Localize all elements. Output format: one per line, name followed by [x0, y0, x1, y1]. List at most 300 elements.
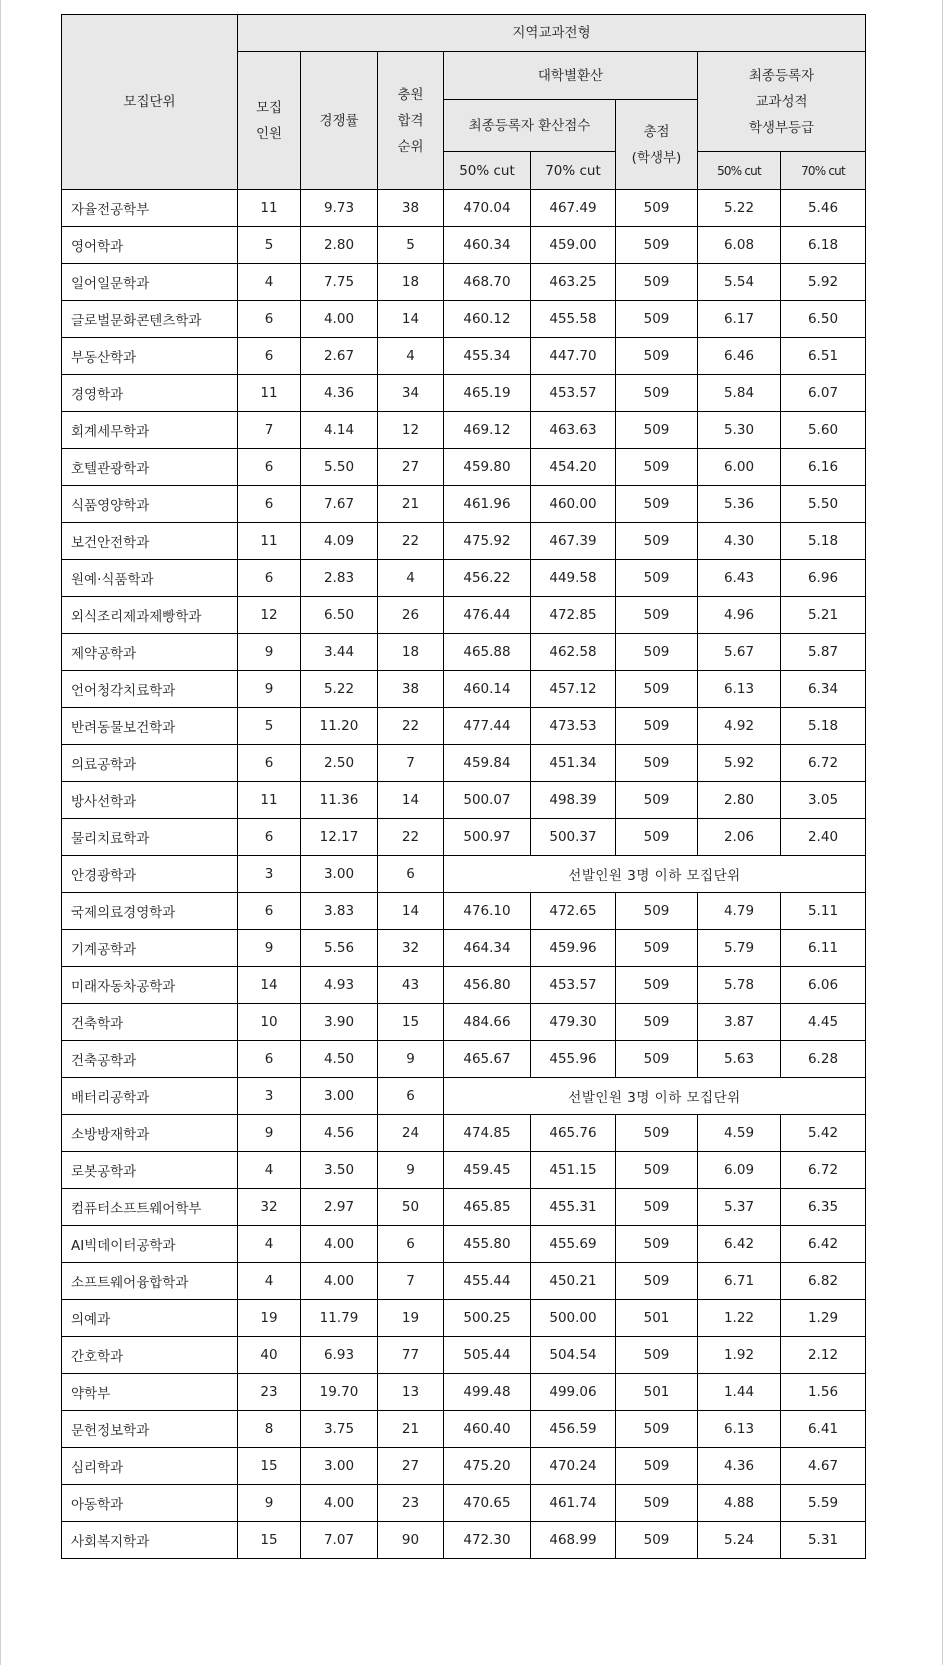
score-70-cell: 450.21 [531, 1263, 616, 1300]
grade-50-cell: 6.13 [698, 1411, 781, 1448]
quota-cell: 6 [238, 338, 301, 375]
header-unit: 모집단위 [62, 15, 238, 190]
rank-cell: 4 [378, 560, 444, 597]
table-row [62, 1041, 866, 1078]
unit-name: 원예·식품학과 [62, 560, 238, 597]
ratio-cell: 6.50 [301, 597, 378, 634]
table-row [62, 1189, 866, 1226]
rank-cell: 19 [378, 1300, 444, 1337]
total-cell: 509 [616, 1115, 698, 1152]
rank-cell: 9 [378, 1152, 444, 1189]
table-row [62, 634, 866, 671]
quota-cell: 40 [238, 1337, 301, 1374]
score-70-cell: 467.49 [531, 190, 616, 227]
grade-70-cell: 5.50 [781, 486, 866, 523]
unit-name: 미래자동차공학과 [62, 967, 238, 1004]
unit-name: 부동산학과 [62, 338, 238, 375]
grade-70-cell: 5.87 [781, 634, 866, 671]
total-cell: 509 [616, 708, 698, 745]
score-70-cell: 449.58 [531, 560, 616, 597]
grade-70-cell: 5.92 [781, 264, 866, 301]
table-row [62, 782, 866, 819]
header-cut70: 70% cut [531, 152, 616, 190]
ratio-cell: 4.50 [301, 1041, 378, 1078]
grade-70-cell: 4.67 [781, 1448, 866, 1485]
total-cell: 509 [616, 930, 698, 967]
total-cell: 509 [616, 486, 698, 523]
grade-50-cell: 5.92 [698, 745, 781, 782]
grade-70-cell: 5.60 [781, 412, 866, 449]
table-row [62, 708, 866, 745]
unit-name: 아동학과 [62, 1485, 238, 1522]
score-70-cell: 498.39 [531, 782, 616, 819]
grade-70-cell: 2.12 [781, 1337, 866, 1374]
score-50-cell: 465.67 [444, 1041, 531, 1078]
total-cell: 509 [616, 1411, 698, 1448]
ratio-cell: 6.93 [301, 1337, 378, 1374]
unit-name: 소방방재학과 [62, 1115, 238, 1152]
unit-name: 로봇공학과 [62, 1152, 238, 1189]
table-row [62, 856, 866, 893]
score-70-cell: 463.63 [531, 412, 616, 449]
total-cell: 509 [616, 1226, 698, 1263]
table-row [62, 1263, 866, 1300]
grade-50-cell: 4.30 [698, 523, 781, 560]
ratio-cell: 7.75 [301, 264, 378, 301]
ratio-cell: 4.14 [301, 412, 378, 449]
quota-cell: 19 [238, 1300, 301, 1337]
rank-cell: 14 [378, 893, 444, 930]
score-50-cell: 461.96 [444, 486, 531, 523]
table-row [62, 338, 866, 375]
rank-cell: 24 [378, 1115, 444, 1152]
rank-cell: 6 [378, 1226, 444, 1263]
score-50-cell: 460.40 [444, 1411, 531, 1448]
total-cell: 509 [616, 338, 698, 375]
score-50-cell: 475.20 [444, 1448, 531, 1485]
table-row [62, 671, 866, 708]
total-cell: 509 [616, 1337, 698, 1374]
grade-50-cell: 5.37 [698, 1189, 781, 1226]
grade-50-cell: 6.00 [698, 449, 781, 486]
grade-50-cell: 5.79 [698, 930, 781, 967]
unit-name: 일어일문학과 [62, 264, 238, 301]
total-cell: 509 [616, 560, 698, 597]
rank-cell: 5 [378, 227, 444, 264]
quota-cell: 5 [238, 708, 301, 745]
rank-cell: 90 [378, 1522, 444, 1559]
table-row [62, 597, 866, 634]
table-row [62, 523, 866, 560]
unit-name: 의료공학과 [62, 745, 238, 782]
rank-cell: 27 [378, 449, 444, 486]
score-50-cell: 499.48 [444, 1374, 531, 1411]
table-row [62, 967, 866, 1004]
grade-70-cell: 2.40 [781, 819, 866, 856]
score-70-cell: 455.58 [531, 301, 616, 338]
table-row [62, 893, 866, 930]
rank-cell: 6 [378, 856, 444, 893]
unit-name: 사회복지학과 [62, 1522, 238, 1559]
ratio-cell: 9.73 [301, 190, 378, 227]
score-70-cell: 470.24 [531, 1448, 616, 1485]
grade-70-cell: 6.96 [781, 560, 866, 597]
table-row [62, 1115, 866, 1152]
unit-name: 언어청각치료학과 [62, 671, 238, 708]
grade-50-cell: 5.36 [698, 486, 781, 523]
grade-50-cell: 6.71 [698, 1263, 781, 1300]
score-50-cell: 470.65 [444, 1485, 531, 1522]
table-row [62, 449, 866, 486]
quota-cell: 6 [238, 301, 301, 338]
grade-50-cell: 5.30 [698, 412, 781, 449]
quota-cell: 5 [238, 227, 301, 264]
rank-cell: 21 [378, 1411, 444, 1448]
grade-70-cell: 5.31 [781, 1522, 866, 1559]
rank-cell: 77 [378, 1337, 444, 1374]
grade-70-cell: 6.41 [781, 1411, 866, 1448]
score-50-cell: 500.25 [444, 1300, 531, 1337]
grade-70-cell: 1.29 [781, 1300, 866, 1337]
total-cell: 509 [616, 819, 698, 856]
score-70-cell: 455.96 [531, 1041, 616, 1078]
rank-cell: 14 [378, 782, 444, 819]
quota-cell: 3 [238, 856, 301, 893]
ratio-cell: 5.56 [301, 930, 378, 967]
score-50-cell: 476.10 [444, 893, 531, 930]
ratio-cell: 2.67 [301, 338, 378, 375]
table-row [62, 560, 866, 597]
table-row [62, 1004, 866, 1041]
grade-50-cell: 6.09 [698, 1152, 781, 1189]
table-row [62, 190, 866, 227]
quota-cell: 32 [238, 1189, 301, 1226]
quota-cell: 4 [238, 1226, 301, 1263]
table-row [62, 264, 866, 301]
total-cell: 509 [616, 1485, 698, 1522]
total-cell: 509 [616, 412, 698, 449]
grade-50-cell: 4.79 [698, 893, 781, 930]
header-total: 총점 (학생부) [616, 100, 698, 190]
rank-cell: 21 [378, 486, 444, 523]
grade-50-cell: 6.08 [698, 227, 781, 264]
quota-cell: 11 [238, 523, 301, 560]
header-grade-cut50: 50% cut [698, 152, 781, 190]
quota-cell: 11 [238, 782, 301, 819]
rank-cell: 50 [378, 1189, 444, 1226]
score-70-cell: 457.12 [531, 671, 616, 708]
ratio-cell: 2.97 [301, 1189, 378, 1226]
total-cell: 509 [616, 1522, 698, 1559]
grade-50-cell: 6.17 [698, 301, 781, 338]
unit-name: 물리치료학과 [62, 819, 238, 856]
grade-50-cell: 1.44 [698, 1374, 781, 1411]
quota-cell: 11 [238, 190, 301, 227]
total-cell: 509 [616, 1189, 698, 1226]
score-50-cell: 464.34 [444, 930, 531, 967]
total-cell: 509 [616, 671, 698, 708]
score-50-cell: 468.70 [444, 264, 531, 301]
rank-cell: 18 [378, 634, 444, 671]
score-50-cell: 476.44 [444, 597, 531, 634]
score-70-cell: 454.20 [531, 449, 616, 486]
quota-cell: 11 [238, 375, 301, 412]
header-grade: 최종등록자 교과성적 학생부등급 [698, 52, 866, 152]
score-50-cell: 472.30 [444, 1522, 531, 1559]
grade-50-cell: 6.43 [698, 560, 781, 597]
ratio-cell: 3.75 [301, 1411, 378, 1448]
score-50-cell: 456.80 [444, 967, 531, 1004]
table-row [62, 1300, 866, 1337]
table-row [62, 1337, 866, 1374]
page-right-border [942, 0, 943, 1665]
unit-name: 문헌정보학과 [62, 1411, 238, 1448]
grade-70-cell: 1.56 [781, 1374, 866, 1411]
score-50-cell: 475.92 [444, 523, 531, 560]
ratio-cell: 4.36 [301, 375, 378, 412]
score-70-cell: 462.58 [531, 634, 616, 671]
score-50-cell: 465.19 [444, 375, 531, 412]
grade-50-cell: 5.84 [698, 375, 781, 412]
rank-cell: 34 [378, 375, 444, 412]
ratio-cell: 3.83 [301, 893, 378, 930]
grade-70-cell: 3.05 [781, 782, 866, 819]
unit-name: 식품영양학과 [62, 486, 238, 523]
grade-50-cell: 2.80 [698, 782, 781, 819]
quota-cell: 15 [238, 1522, 301, 1559]
grade-70-cell: 5.46 [781, 190, 866, 227]
total-cell: 509 [616, 1263, 698, 1300]
unit-name: 건축학과 [62, 1004, 238, 1041]
score-50-cell: 455.34 [444, 338, 531, 375]
header-quota: 모집 인원 [238, 52, 301, 190]
rank-cell: 9 [378, 1041, 444, 1078]
quota-cell: 9 [238, 634, 301, 671]
grade-50-cell: 5.63 [698, 1041, 781, 1078]
score-50-cell: 474.85 [444, 1115, 531, 1152]
score-50-cell: 455.44 [444, 1263, 531, 1300]
total-cell: 509 [616, 227, 698, 264]
table-row [62, 486, 866, 523]
total-cell: 509 [616, 634, 698, 671]
grade-70-cell: 5.42 [781, 1115, 866, 1152]
rank-cell: 38 [378, 190, 444, 227]
unit-name: 배터리공학과 [62, 1078, 238, 1115]
grade-70-cell: 6.11 [781, 930, 866, 967]
merged-note: 선발인원 3명 이하 모집단위 [444, 1078, 866, 1115]
unit-name: 경영학과 [62, 375, 238, 412]
quota-cell: 10 [238, 1004, 301, 1041]
unit-name: 기계공학과 [62, 930, 238, 967]
table-row [62, 412, 866, 449]
unit-name: 반려동물보건학과 [62, 708, 238, 745]
grade-70-cell: 6.34 [781, 671, 866, 708]
score-70-cell: 467.39 [531, 523, 616, 560]
ratio-cell: 3.00 [301, 1448, 378, 1485]
quota-cell: 6 [238, 449, 301, 486]
grade-50-cell: 5.78 [698, 967, 781, 1004]
ratio-cell: 3.00 [301, 1078, 378, 1115]
table-row [62, 1078, 866, 1115]
score-50-cell: 500.97 [444, 819, 531, 856]
grade-70-cell: 6.50 [781, 301, 866, 338]
score-70-cell: 456.59 [531, 1411, 616, 1448]
quota-cell: 14 [238, 967, 301, 1004]
ratio-cell: 5.22 [301, 671, 378, 708]
rank-cell: 43 [378, 967, 444, 1004]
ratio-cell: 19.70 [301, 1374, 378, 1411]
table-row [62, 930, 866, 967]
grade-50-cell: 4.88 [698, 1485, 781, 1522]
grade-70-cell: 6.18 [781, 227, 866, 264]
score-70-cell: 453.57 [531, 375, 616, 412]
grade-70-cell: 6.07 [781, 375, 866, 412]
total-cell: 509 [616, 1041, 698, 1078]
ratio-cell: 2.80 [301, 227, 378, 264]
header-cut50: 50% cut [444, 152, 531, 190]
grade-50-cell: 4.36 [698, 1448, 781, 1485]
grade-50-cell: 4.96 [698, 597, 781, 634]
score-50-cell: 469.12 [444, 412, 531, 449]
rank-cell: 15 [378, 1004, 444, 1041]
grade-50-cell: 4.92 [698, 708, 781, 745]
quota-cell: 8 [238, 1411, 301, 1448]
quota-cell: 9 [238, 1485, 301, 1522]
ratio-cell: 3.50 [301, 1152, 378, 1189]
table-row [62, 819, 866, 856]
score-70-cell: 461.74 [531, 1485, 616, 1522]
score-70-cell: 463.25 [531, 264, 616, 301]
rank-cell: 7 [378, 1263, 444, 1300]
grade-50-cell: 6.13 [698, 671, 781, 708]
rank-cell: 13 [378, 1374, 444, 1411]
ratio-cell: 7.67 [301, 486, 378, 523]
total-cell: 509 [616, 782, 698, 819]
total-cell: 509 [616, 1448, 698, 1485]
unit-name: 간호학과 [62, 1337, 238, 1374]
score-70-cell: 455.69 [531, 1226, 616, 1263]
score-70-cell: 459.00 [531, 227, 616, 264]
grade-50-cell: 6.46 [698, 338, 781, 375]
merged-note: 선발인원 3명 이하 모집단위 [444, 856, 866, 893]
ratio-cell: 4.00 [301, 1485, 378, 1522]
quota-cell: 4 [238, 1152, 301, 1189]
grade-50-cell: 5.54 [698, 264, 781, 301]
score-50-cell: 455.80 [444, 1226, 531, 1263]
grade-70-cell: 5.18 [781, 523, 866, 560]
rank-cell: 22 [378, 708, 444, 745]
unit-name: 회계세무학과 [62, 412, 238, 449]
score-70-cell: 500.00 [531, 1300, 616, 1337]
ratio-cell: 11.79 [301, 1300, 378, 1337]
unit-name: 국제의료경영학과 [62, 893, 238, 930]
ratio-cell: 11.20 [301, 708, 378, 745]
score-50-cell: 465.88 [444, 634, 531, 671]
score-70-cell: 465.76 [531, 1115, 616, 1152]
header-track: 지역교과전형 [238, 15, 866, 52]
total-cell: 509 [616, 523, 698, 560]
table-row [62, 1152, 866, 1189]
total-cell: 509 [616, 301, 698, 338]
score-70-cell: 473.53 [531, 708, 616, 745]
table-row [62, 1448, 866, 1485]
quota-cell: 23 [238, 1374, 301, 1411]
score-70-cell: 504.54 [531, 1337, 616, 1374]
score-50-cell: 484.66 [444, 1004, 531, 1041]
quota-cell: 6 [238, 560, 301, 597]
quota-cell: 7 [238, 412, 301, 449]
score-70-cell: 500.37 [531, 819, 616, 856]
total-cell: 509 [616, 967, 698, 1004]
quota-cell: 4 [238, 264, 301, 301]
score-50-cell: 465.85 [444, 1189, 531, 1226]
quota-cell: 6 [238, 819, 301, 856]
unit-name: AI빅데이터공학과 [62, 1226, 238, 1263]
ratio-cell: 5.50 [301, 449, 378, 486]
grade-70-cell: 5.59 [781, 1485, 866, 1522]
score-50-cell: 460.34 [444, 227, 531, 264]
ratio-cell: 4.93 [301, 967, 378, 1004]
ratio-cell: 3.00 [301, 856, 378, 893]
score-70-cell: 451.34 [531, 745, 616, 782]
unit-name: 심리학과 [62, 1448, 238, 1485]
rank-cell: 18 [378, 264, 444, 301]
grade-50-cell: 1.92 [698, 1337, 781, 1374]
ratio-cell: 4.00 [301, 301, 378, 338]
table-row [62, 375, 866, 412]
unit-name: 자율전공학부 [62, 190, 238, 227]
rank-cell: 23 [378, 1485, 444, 1522]
grade-50-cell: 1.22 [698, 1300, 781, 1337]
unit-name: 소프트웨어융합학과 [62, 1263, 238, 1300]
table-row [62, 1411, 866, 1448]
score-50-cell: 459.84 [444, 745, 531, 782]
unit-name: 컴퓨터소프트웨어학부 [62, 1189, 238, 1226]
score-70-cell: 460.00 [531, 486, 616, 523]
quota-cell: 6 [238, 893, 301, 930]
unit-name: 안경광학과 [62, 856, 238, 893]
grade-70-cell: 6.72 [781, 745, 866, 782]
quota-cell: 3 [238, 1078, 301, 1115]
unit-name: 보건안전학과 [62, 523, 238, 560]
quota-cell: 9 [238, 671, 301, 708]
header-waitlist-rank: 충원 합격 순위 [378, 52, 444, 190]
grade-70-cell: 6.28 [781, 1041, 866, 1078]
rank-cell: 22 [378, 523, 444, 560]
header-ratio: 경쟁률 [301, 52, 378, 190]
score-70-cell: 453.57 [531, 967, 616, 1004]
total-cell: 509 [616, 597, 698, 634]
unit-name: 외식조리제과제빵학과 [62, 597, 238, 634]
grade-50-cell: 4.59 [698, 1115, 781, 1152]
admission-results-table [61, 14, 866, 1559]
table-row [62, 1522, 866, 1559]
score-50-cell: 460.12 [444, 301, 531, 338]
unit-name: 약학부 [62, 1374, 238, 1411]
score-70-cell: 472.85 [531, 597, 616, 634]
table-row [62, 1485, 866, 1522]
total-cell: 509 [616, 893, 698, 930]
rank-cell: 6 [378, 1078, 444, 1115]
grade-70-cell: 4.45 [781, 1004, 866, 1041]
rank-cell: 27 [378, 1448, 444, 1485]
score-50-cell: 456.22 [444, 560, 531, 597]
ratio-cell: 2.50 [301, 745, 378, 782]
total-cell: 501 [616, 1300, 698, 1337]
rank-cell: 7 [378, 745, 444, 782]
ratio-cell: 2.83 [301, 560, 378, 597]
rank-cell: 4 [378, 338, 444, 375]
